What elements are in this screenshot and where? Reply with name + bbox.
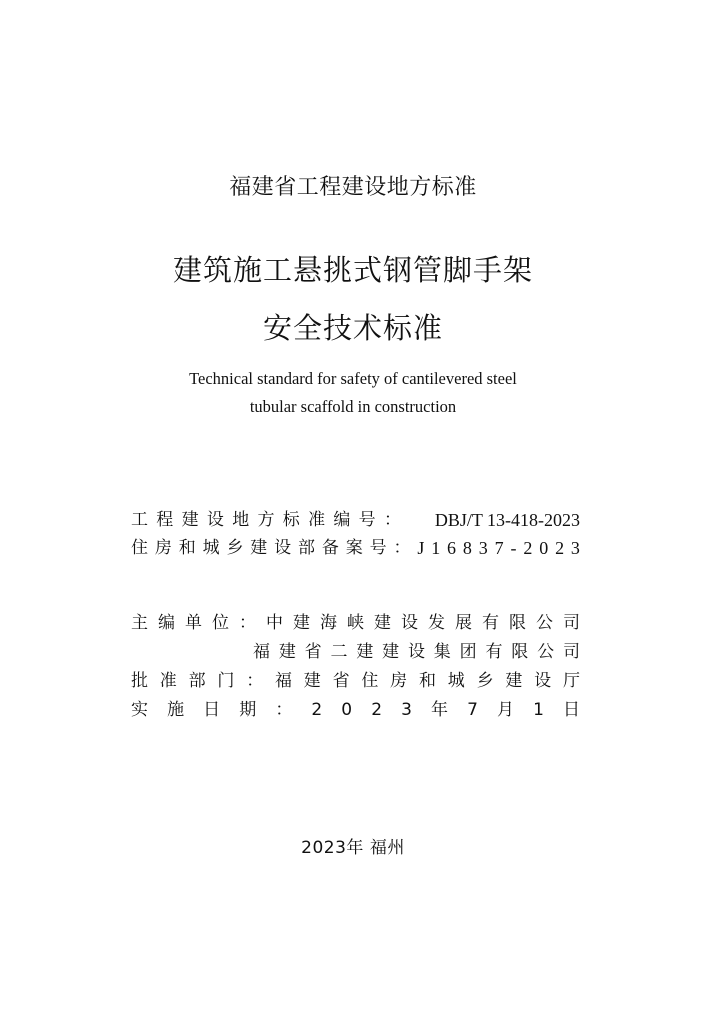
chief-editor-line-1 — [131, 611, 580, 635]
spread-char: 公 — [536, 613, 553, 633]
spread-char: 日 — [203, 700, 221, 720]
spread-char: ： — [393, 538, 411, 558]
record-number-line — [131, 536, 580, 560]
spread-char: 0 — [341, 700, 353, 720]
spread-char: 3 — [401, 700, 412, 720]
spread-char: 有 — [482, 613, 499, 633]
spread-char: ： — [246, 671, 264, 691]
spread-char: 实 — [131, 700, 148, 720]
spread-char: 发 — [428, 613, 445, 633]
spread-char: 8 — [462, 538, 472, 558]
spread-char: 集 — [433, 642, 451, 662]
spread-char: 7 — [494, 538, 504, 558]
spread-char: 厅 — [562, 671, 580, 691]
spread-char: 展 — [455, 613, 472, 633]
spread-char: 0 — [539, 538, 549, 558]
spread-char: 省 — [332, 671, 350, 691]
spread-char: 编 — [333, 510, 351, 530]
standard-number-line — [131, 508, 580, 532]
spread-char: 设 — [206, 510, 224, 530]
spread-char: 乡 — [226, 538, 244, 558]
standard-number-label-spread — [131, 508, 401, 532]
spread-char: ： — [239, 613, 256, 633]
spread-char: 福 — [253, 642, 270, 662]
spread-char: 和 — [418, 671, 436, 691]
spread-char: 7 — [467, 700, 478, 720]
spread-char: 二 — [330, 642, 348, 662]
spread-char: 2 — [311, 700, 323, 720]
main-title-line-2: 安全技术标准 — [262, 311, 443, 345]
spread-char: 建 — [374, 613, 391, 633]
spread-char: 2 — [371, 700, 383, 720]
spread-char: 和 — [178, 538, 196, 558]
spread-char: 2 — [523, 538, 533, 558]
spread-char: 6 — [447, 538, 457, 558]
spread-char: 位 — [212, 613, 229, 633]
publish-year-city: 2023年 福州 — [301, 838, 405, 858]
spread-char: 建 — [303, 671, 321, 691]
spread-char: 日 — [562, 700, 580, 720]
spread-char: 城 — [202, 538, 220, 558]
spread-char: 单 — [185, 613, 202, 633]
spread-char: 有 — [485, 642, 503, 662]
spread-char: 峡 — [347, 613, 364, 633]
spread-char: 部 — [298, 538, 316, 558]
spread-char: 建 — [293, 613, 310, 633]
spread-char: 房 — [154, 538, 172, 558]
effective-date-line — [131, 698, 580, 722]
spread-char: 标 — [282, 510, 300, 530]
spread-char: 工 — [131, 510, 148, 530]
spread-char: 团 — [459, 642, 477, 662]
spread-char: 月 — [497, 700, 514, 720]
spread-char: 施 — [167, 700, 185, 720]
spread-char: 住 — [361, 671, 379, 691]
spread-char: 公 — [537, 642, 555, 662]
spread-char: 住 — [131, 538, 148, 558]
spread-char: 主 — [131, 613, 148, 633]
spread-char: 建 — [181, 510, 199, 530]
chief-editor-line-2 — [253, 640, 580, 664]
spread-char: 建 — [356, 642, 374, 662]
spread-char: 乡 — [476, 671, 494, 691]
spread-char: 地 — [232, 510, 250, 530]
spread-char: 号 — [369, 538, 387, 558]
spread-char: ： — [383, 510, 401, 530]
spread-char: 门 — [217, 671, 235, 691]
spread-char: 设 — [274, 538, 292, 558]
approver-line — [131, 669, 580, 693]
spread-char: 司 — [562, 642, 580, 662]
english-title-line-2: tubular scaffold in construction — [249, 397, 457, 416]
spread-char: 建 — [505, 671, 523, 691]
spread-char: 期 — [239, 700, 257, 720]
spread-char: 福 — [274, 671, 292, 691]
spread-char: 部 — [188, 671, 206, 691]
main-title-line-1: 建筑施工悬挑式钢管脚手架 — [172, 253, 533, 287]
spread-char: 城 — [447, 671, 465, 691]
spread-char: 程 — [156, 510, 174, 530]
spread-char: 方 — [257, 510, 275, 530]
spread-char: 2 — [555, 538, 565, 558]
spread-char: 年 — [431, 700, 449, 720]
spread-char: 限 — [509, 613, 526, 633]
standard-series-title: 福建省工程建设地方标准 — [229, 175, 477, 200]
spread-char: ： — [275, 700, 293, 720]
spread-char: - — [510, 538, 517, 558]
spread-char: 1 — [533, 700, 544, 720]
spread-char: 中 — [266, 613, 283, 633]
spread-char: 批 — [131, 671, 148, 691]
spread-char: 司 — [563, 613, 580, 633]
spread-char: 3 — [570, 538, 580, 558]
standard-number-value: DBJ/T 13-418-2023 — [434, 510, 580, 530]
spread-char: J — [417, 538, 425, 558]
spread-char: 设 — [534, 671, 552, 691]
spread-char: 3 — [478, 538, 488, 558]
spread-char: 海 — [320, 613, 337, 633]
english-title-line-1: Technical standard for safety of cantilevered steel — [189, 369, 517, 388]
spread-char: 建 — [382, 642, 400, 662]
spread-char: 限 — [511, 642, 529, 662]
spread-char: 省 — [304, 642, 322, 662]
spread-char: 建 — [278, 642, 296, 662]
spread-char: 编 — [158, 613, 175, 633]
spread-char: 号 — [358, 510, 376, 530]
spread-char: 1 — [431, 538, 441, 558]
spread-char: 房 — [390, 671, 408, 691]
spread-char: 准 — [159, 671, 177, 691]
spread-char: 建 — [250, 538, 268, 558]
spread-char: 案 — [345, 538, 363, 558]
spread-char: 备 — [321, 538, 339, 558]
spread-char: 设 — [407, 642, 425, 662]
spread-char: 设 — [401, 613, 418, 633]
spread-char: 准 — [308, 510, 326, 530]
